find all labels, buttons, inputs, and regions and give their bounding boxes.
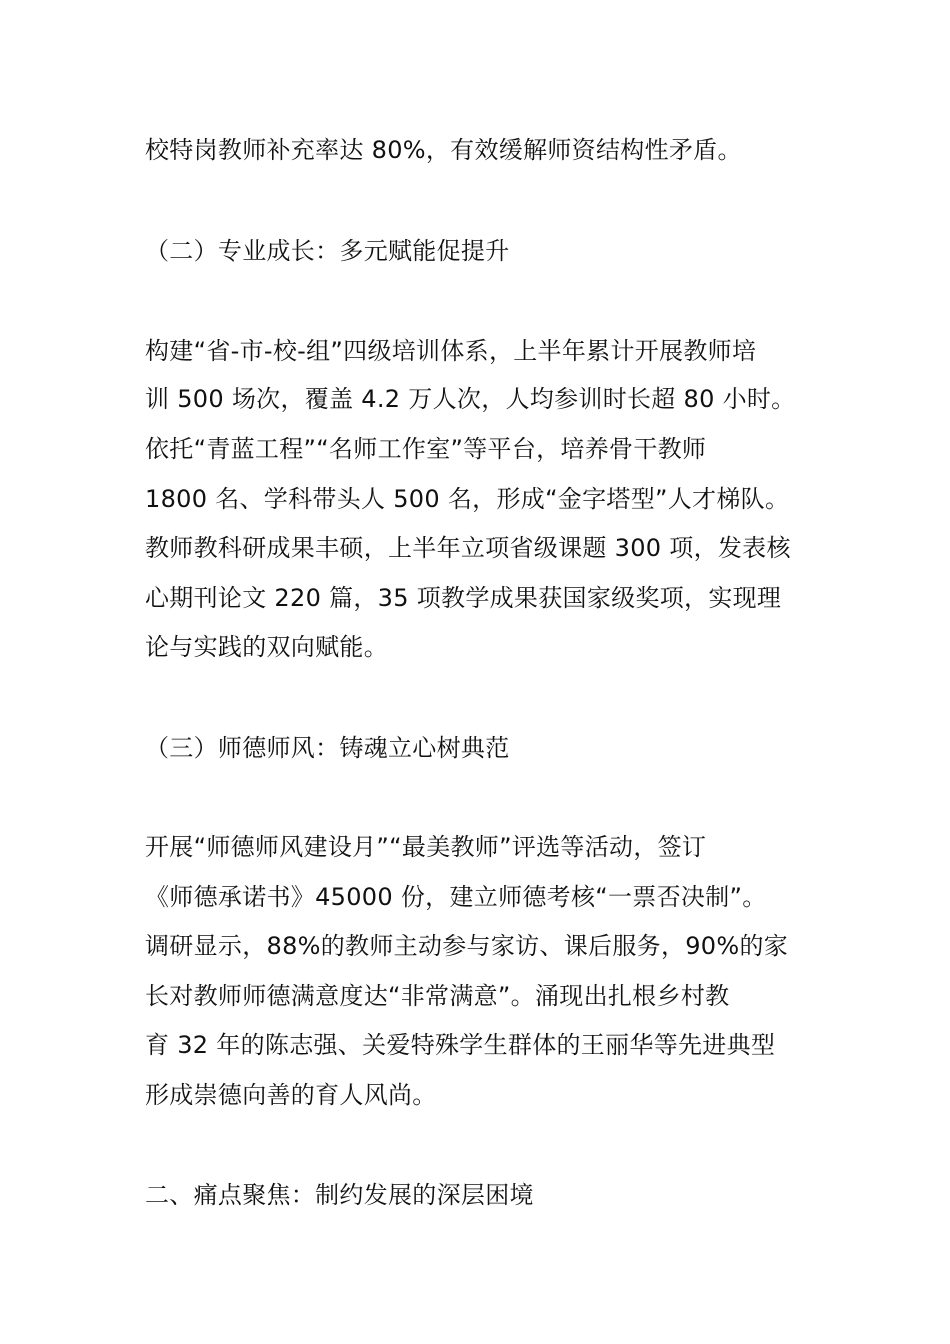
paragraph-line: 调研显示，88%的教师主动参与家访、课后服务，90%的家 — [145, 932, 789, 960]
paragraph-line: 构建“省-市-校-组”四级培训体系，上半年累计开展教师培 — [145, 337, 757, 365]
paragraph-line: 长对教师师德满意度达“非常满意”。涌现出扎根乡村教 — [145, 982, 730, 1010]
paragraph-line: 育 32 年的陈志强、关爱特殊学生群体的王丽华等先进典型 — [145, 1031, 776, 1059]
paragraph-line: 论与实践的双向赋能。 — [145, 633, 388, 661]
paragraph-line: 心期刊论文 220 篇，35 项教学成果获国家级奖项，实现理 — [145, 584, 782, 612]
paragraph-line: 《师德承诺书》45000 份，建立师德考核“一票否决制”。 — [145, 883, 767, 911]
subsection-heading: （三）师德师风：铸魂立心树典范 — [145, 734, 510, 762]
paragraph-line: 训 500 场次，覆盖 4.2 万人次，人均参训时长超 80 小时。 — [145, 385, 796, 413]
paragraph-line: 教师教科研成果丰硕，上半年立项省级课题 300 项，发表核 — [145, 534, 791, 562]
section-heading: 二、痛点聚焦：制约发展的深层困境 — [145, 1181, 534, 1209]
paragraph-line: 校特岗教师补充率达 80%，有效缓解师资结构性矛盾。 — [145, 136, 742, 164]
paragraph-line: 形成崇德向善的育人风尚。 — [145, 1081, 437, 1109]
paragraph-line: 1800 名、学科带头人 500 名，形成“金字塔型”人才梯队。 — [145, 485, 790, 513]
paragraph-line: 依托“青蓝工程”“名师工作室”等平台，培养骨干教师 — [145, 435, 707, 463]
paragraph-line: 开展“师德师风建设月”“最美教师”评选等活动，签订 — [145, 833, 707, 861]
subsection-heading: （二）专业成长：多元赋能促提升 — [145, 237, 510, 265]
